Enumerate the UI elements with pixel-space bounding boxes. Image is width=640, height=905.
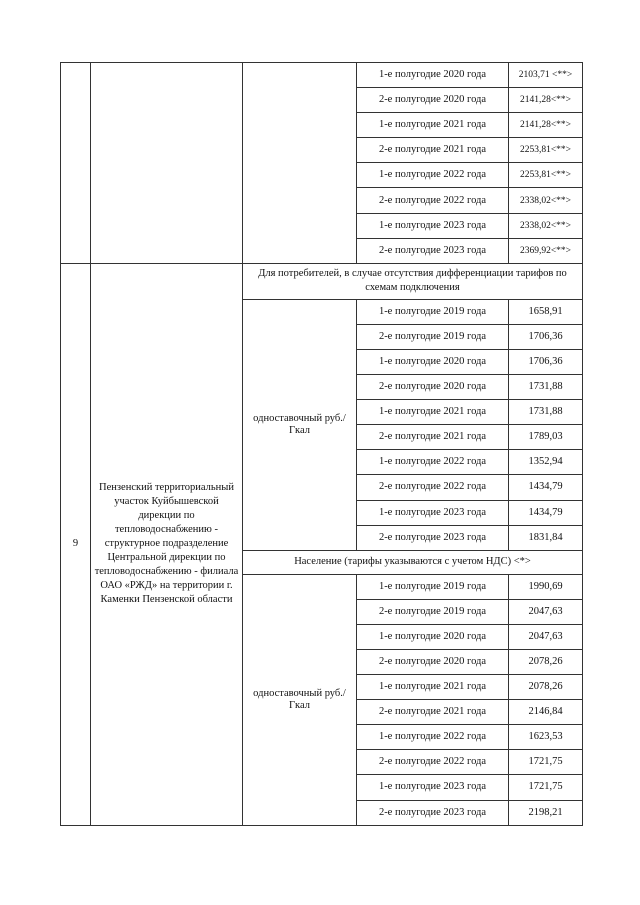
period-cell: 1-е полугодие 2020 года bbox=[357, 624, 509, 649]
period-cell: 2-е полугодие 2022 года bbox=[357, 188, 509, 213]
value-cell: 1623,53 bbox=[509, 725, 583, 750]
value-cell: 2103,71 <**> bbox=[509, 63, 583, 88]
value-cell: 2369,92<**> bbox=[509, 238, 583, 263]
table-row bbox=[61, 63, 583, 88]
period-cell: 2-е полугодие 2020 года bbox=[357, 375, 509, 400]
period-cell: 1-е полугодие 2019 года bbox=[357, 299, 509, 324]
period-cell: 1-е полугодие 2023 года bbox=[357, 500, 509, 525]
value-cell: 1721,75 bbox=[509, 775, 583, 800]
value-cell: 2253,81<**> bbox=[509, 138, 583, 163]
value-cell: 1434,79 bbox=[509, 500, 583, 525]
value-cell: 1721,75 bbox=[509, 750, 583, 775]
section-heading-row bbox=[61, 263, 583, 299]
value-cell: 1831,84 bbox=[509, 525, 583, 550]
section-heading: Для потребителей, в случае отсутствия дифференциации тарифов по схемам подключения bbox=[243, 263, 583, 299]
value-cell: 2253,81<**> bbox=[509, 163, 583, 188]
value-cell: 2146,84 bbox=[509, 700, 583, 725]
period-cell: 1-е полугодие 2021 года bbox=[357, 400, 509, 425]
value-cell: 1789,03 bbox=[509, 425, 583, 450]
period-cell: 1-е полугодие 2022 года bbox=[357, 450, 509, 475]
period-cell: 2-е полугодие 2023 года bbox=[357, 525, 509, 550]
organization-name: Пензенский территориальный участок Куйбышевской дирекции по тепловодоснабжению - структурное подразделение Центральной дирекции по тепловодоснабжению - филиала ОАО «РЖД» на территории г. Каменки Пензенской области bbox=[91, 263, 243, 825]
period-cell: 2-е полугодие 2022 года bbox=[357, 475, 509, 500]
tariff-type: одноставочный руб./Гкал bbox=[243, 574, 357, 825]
value-cell: 1990,69 bbox=[509, 574, 583, 599]
tariff-type: одноставочный руб./Гкал bbox=[243, 299, 357, 550]
value-cell: 1352,94 bbox=[509, 450, 583, 475]
period-cell: 2-е полугодие 2023 года bbox=[357, 800, 509, 825]
period-cell: 2-е полугодие 2019 года bbox=[357, 324, 509, 349]
period-cell: 1-е полугодие 2021 года bbox=[357, 675, 509, 700]
value-cell: 1706,36 bbox=[509, 349, 583, 374]
value-cell: 1658,91 bbox=[509, 299, 583, 324]
period-cell: 1-е полугодие 2022 года bbox=[357, 163, 509, 188]
period-cell: 2-е полугодие 2021 года bbox=[357, 425, 509, 450]
period-cell: 2-е полугодие 2020 года bbox=[357, 649, 509, 674]
period-cell: 2-е полугодие 2023 года bbox=[357, 238, 509, 263]
value-cell: 2338,02<**> bbox=[509, 213, 583, 238]
value-cell: 2047,63 bbox=[509, 599, 583, 624]
period-cell: 1-е полугодие 2019 года bbox=[357, 574, 509, 599]
tariff-type-cell bbox=[243, 63, 357, 264]
value-cell: 2141,28<**> bbox=[509, 113, 583, 138]
section-heading: Население (тарифы указываются с учетом НДС) <*> bbox=[243, 550, 583, 574]
period-cell: 2-е полугодие 2019 года bbox=[357, 599, 509, 624]
tariff-table bbox=[60, 62, 583, 826]
period-cell: 2-е полугодие 2021 года bbox=[357, 700, 509, 725]
period-cell: 2-е полугодие 2022 года bbox=[357, 750, 509, 775]
value-cell: 2078,26 bbox=[509, 649, 583, 674]
value-cell: 1434,79 bbox=[509, 475, 583, 500]
period-cell: 1-е полугодие 2020 года bbox=[357, 349, 509, 374]
value-cell: 2338,02<**> bbox=[509, 188, 583, 213]
value-cell: 2141,28<**> bbox=[509, 88, 583, 113]
period-cell: 1-е полугодие 2023 года bbox=[357, 775, 509, 800]
period-cell: 2-е полугодие 2020 года bbox=[357, 88, 509, 113]
value-cell: 1706,36 bbox=[509, 324, 583, 349]
entry-number: 9 bbox=[61, 263, 91, 825]
entry-number-cell bbox=[61, 63, 91, 264]
period-cell: 2-е полугодие 2021 года bbox=[357, 138, 509, 163]
value-cell: 2078,26 bbox=[509, 675, 583, 700]
period-cell: 1-е полугодие 2023 года bbox=[357, 213, 509, 238]
period-cell: 1-е полугодие 2021 года bbox=[357, 113, 509, 138]
value-cell: 1731,88 bbox=[509, 400, 583, 425]
period-cell: 1-е полугодие 2022 года bbox=[357, 725, 509, 750]
value-cell: 2198,21 bbox=[509, 800, 583, 825]
value-cell: 1731,88 bbox=[509, 375, 583, 400]
value-cell: 2047,63 bbox=[509, 624, 583, 649]
organization-cell bbox=[91, 63, 243, 264]
period-cell: 1-е полугодие 2020 года bbox=[357, 63, 509, 88]
